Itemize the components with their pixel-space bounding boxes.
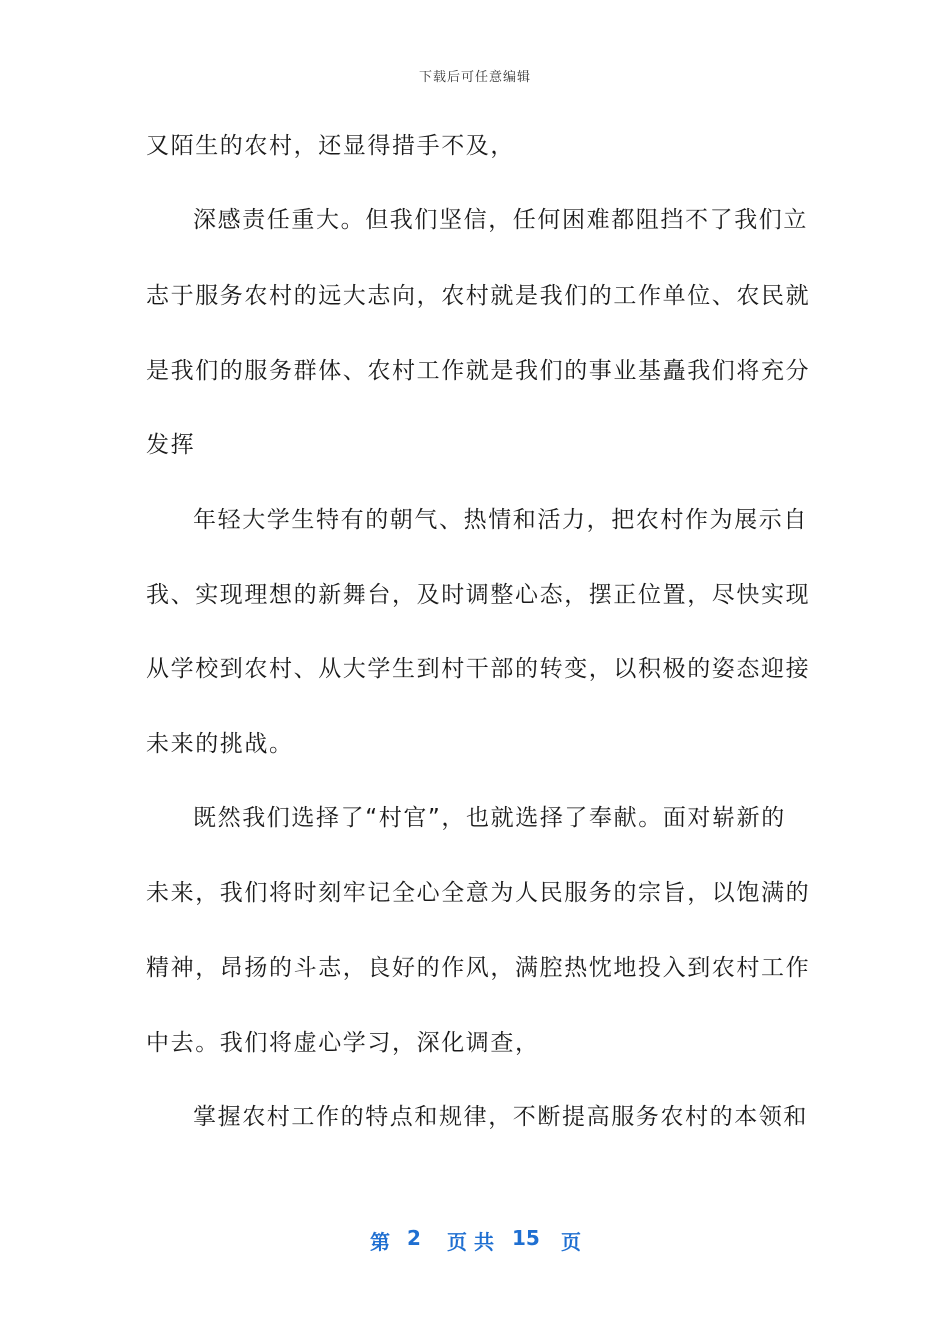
text-line: 从学校到农村、从大学生到村干部的转变，以积极的姿态迎接: [146, 656, 811, 682]
paragraph-first-line: 深感责任重大。但我们坚信，任何困难都阻挡不了我们立: [193, 207, 808, 233]
page-footer: [0, 1226, 950, 1254]
text-line: 是我们的服务群体、农村工作就是我们的事业基矗我们将充分: [146, 358, 811, 384]
text-line: 未来，我们将时刻牢记全心全意为人民服务的宗旨，以饱满的: [146, 880, 811, 906]
total-page-count: 15: [512, 1226, 540, 1250]
paragraph-first-line: 年轻大学生特有的朝气、热情和活力，把农村作为展示自: [193, 507, 808, 533]
text-line: 发挥: [146, 432, 196, 458]
current-page-number: 2: [407, 1226, 421, 1250]
footer-prefix: 第: [370, 1230, 390, 1254]
footer-middle: 页 共: [447, 1230, 494, 1254]
text-line: 中去。我们将虚心学习，深化调查，: [146, 1030, 540, 1056]
footer-suffix: 页: [561, 1230, 581, 1254]
text-line: 精神，昂扬的斗志，良好的作风，满腔热忱地投入到农村工作: [146, 955, 811, 981]
text-line: 又陌生的农村，还显得措手不及，: [146, 133, 515, 159]
text-line: 我、实现理想的新舞台，及时调整心态，摆正位置，尽快实现: [146, 582, 811, 608]
page-header: 下载后可任意编辑: [418, 70, 531, 85]
text-line: 未来的挑战。: [146, 731, 294, 757]
paragraph-first-line: 既然我们选择了“村官”，也就选择了奉献。面对崭新的: [193, 805, 786, 831]
paragraph-first-line: 掌握农村工作的特点和规律，不断提高服务农村的本领和: [193, 1104, 808, 1130]
text-line: 志于服务农村的远大志向，农村就是我们的工作单位、农民就: [146, 283, 811, 309]
